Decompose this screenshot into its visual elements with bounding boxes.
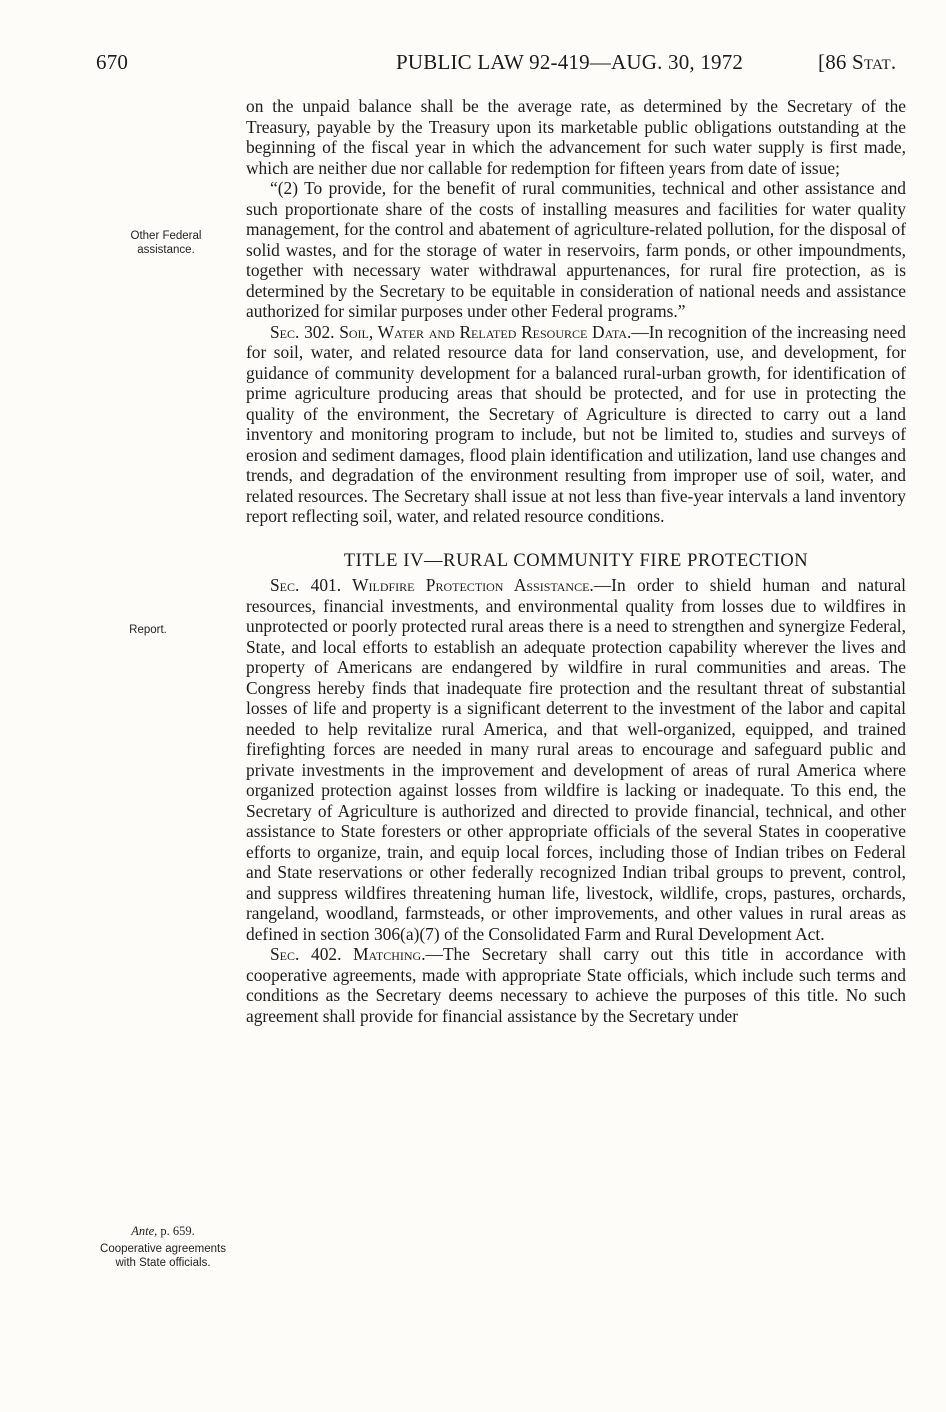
- section-402-heading: Sec. 402. Matching.: [270, 944, 426, 964]
- paragraph-continuation: on the unpaid balance shall be the average rate, as determined by the Secretary of the Treasury, payable by the Treasury upon its marketable public obligations outstanding at the beginning of the fiscal year in which the advancement for such water supply is first made, which are neither due nor callable for redemption for fifteen years from date of issue;: [246, 96, 906, 178]
- section-302-heading: Sec. 302. Soil, Water and Related Resource Data.: [270, 321, 632, 342]
- ante-label: Ante,: [131, 1224, 158, 1238]
- statute-label: Stat.: [852, 50, 897, 74]
- section-402-text: —The Secretary shall carry out this title in accordance with cooperative agreements, made with appropriate State officials, which include such terms and conditions as the Secretary deems necessary to achieve the purposes of this title. No such agreement shall provide for financial assistance by the Secretary under: [246, 944, 906, 1026]
- margin-note-cooperative: Cooperative agreements with State officials.: [100, 1243, 226, 1269]
- page-header-title: PUBLIC LAW 92-419—AUG. 30, 1972: [396, 50, 744, 74]
- section-302: [246, 322, 906, 527]
- title-iv-heading: TITLE IV—RURAL COMMUNITY FIRE PROTECTION: [343, 550, 809, 571]
- section-402: [246, 944, 906, 1026]
- margin-note-report: Report.: [129, 624, 167, 636]
- margin-note-other-federal: Other Federal assistance.: [130, 230, 202, 256]
- statute-volume: [86: [818, 50, 847, 74]
- page-number: 670: [96, 50, 129, 74]
- section-401: [246, 575, 906, 944]
- section-302-text: —In recognition of the increasing need for soil, water, and related resource data for land conservation, use, and development, for guidance of community development for a balanced rural-urban growth, for identification of prime agriculture producing areas that should be protected, and for use in protecting the quality of the environment, the Secretary of Agriculture is directed to carry out a land inventory and monitoring program to include, but not be limited to, studies and surveys of erosion and sediment damages, flood plain identification and utilization, land use changes and trends, and degradation of the environment resulting from improper use of soil, water, and related resources. The Secretary shall issue at not less than five-year intervals a land inventory report reflecting soil, water, and related resource conditions.: [246, 321, 906, 526]
- ante-page: p. 659.: [157, 1224, 195, 1238]
- section-401-heading: Sec. 401. Wildfire Protection Assistance.: [270, 575, 594, 595]
- margin-note-ante: [108, 1225, 218, 1239]
- statute-reference: [818, 50, 896, 75]
- section-401-text: —In order to shield human and natural resources, financial investments, and environmental quality from losses due to wildfires in unprotected or poorly protected rural areas there is a need to strengthen and synergize Federal, State, and local efforts to establish an adequate protection capability wherever the lives and property of Americans are endangered by wildfire in rural communities and areas. The Congress hereby finds that inadequate fire protection and the resultant threat of substantial losses of life and property is a significant deterrent to the investment of the labor and capital needed to help revitalize rural America, and that well-organized, equipped, and trained firefighting forces are needed in many rural areas to encourage and safeguard public and private investments in the improvement and development of areas of rural America where organized protection against losses from wildfire is lacking or inadequate. To this end, the Secretary of Agriculture is authorized and directed to provide financial, technical, and other assistance to State foresters or other appropriate officials of the several States in cooperative efforts to organize, train, and equip local forces, including those of Indian tribes on Federal and State reservations or other federally recognized Indian tribal groups to prevent, control, and suppress wildfires threatening human life, livestock, wildlife, crops, pastures, orchards, rangeland, woodland, farmsteads, or other improvements, and other values in rural areas as defined in section 306(a)(7) of the Consolidated Farm and Rural Development Act.: [246, 575, 906, 944]
- main-text: [246, 96, 906, 1026]
- paragraph-other-assistance: “(2) To provide, for the benefit of rural communities, technical and other assistance and such proportionate share of the costs of installing measures and facilities for water quality management, for the control and abatement of agriculture-related pollution, for the disposal of solid wastes, and for the storage of water in reservoirs, farm ponds, or other impoundments, together with necessary water withdrawal appurtenances, for rural fire protection, as is determined by the Secretary to be equitable in consideration of national needs and assistance authorized for similar purposes under other Federal programs.”: [246, 178, 906, 321]
